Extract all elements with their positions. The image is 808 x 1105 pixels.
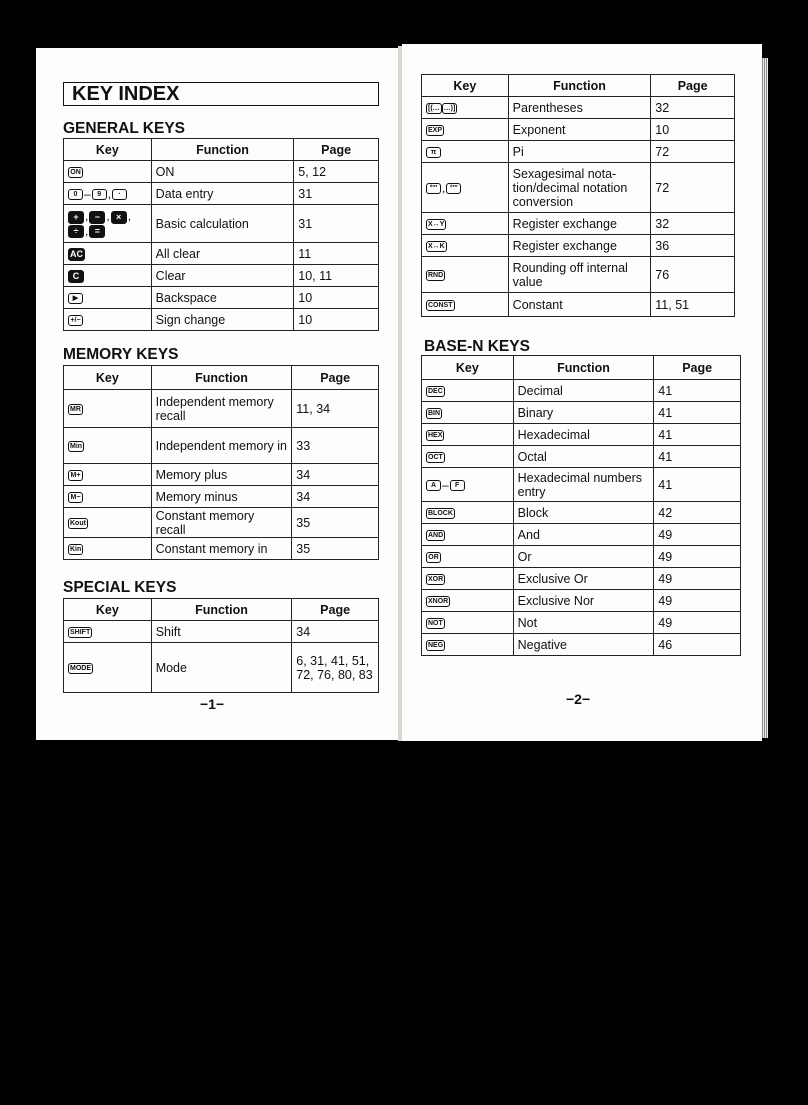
- page-cell: 6, 31, 41, 51, 72, 76, 80, 83: [292, 643, 379, 693]
- key-icon: XOR: [428, 575, 444, 583]
- page-cell: 33: [292, 428, 379, 464]
- key-icon: HEX: [428, 431, 443, 439]
- page-cell: 41: [654, 380, 741, 402]
- key-cell: [422, 97, 509, 119]
- key-icon: M+: [68, 470, 83, 481]
- key-cell: [64, 161, 152, 183]
- page-number-left: −1−: [200, 696, 225, 712]
- page-cell: 11: [294, 243, 379, 265]
- table-row: [64, 464, 379, 486]
- page-cell: 49: [654, 524, 741, 546]
- table-row: [64, 643, 379, 693]
- page-cell: 46: [654, 634, 741, 656]
- key-icon: C: [68, 270, 84, 283]
- column-header-key: Key: [64, 139, 152, 161]
- key-icon: MODE: [70, 664, 91, 672]
- key-icon: °′″: [426, 183, 441, 194]
- column-header-page: Page: [292, 366, 379, 390]
- table-row: [422, 119, 735, 141]
- key-cell: [64, 205, 152, 243]
- key-icon: M−: [68, 492, 83, 503]
- table-row: [422, 502, 741, 524]
- page-cell: 72: [651, 163, 735, 213]
- page-cell: 41: [654, 446, 741, 468]
- function-cell: Shift: [151, 621, 292, 643]
- function-cell: Exponent: [508, 119, 651, 141]
- page-cell: 49: [654, 546, 741, 568]
- key-separator: ,: [106, 209, 110, 224]
- table-row: [422, 235, 735, 257]
- key-icon: MR: [68, 404, 83, 415]
- key-icon: =: [89, 225, 105, 238]
- key-icon: X↔K: [428, 242, 445, 250]
- function-cell: Data entry: [151, 183, 294, 205]
- key-icon: +: [68, 211, 84, 224]
- key-cell: [422, 502, 514, 524]
- table-row: [422, 524, 741, 546]
- page-cell: 41: [654, 424, 741, 446]
- table-header-row: [64, 366, 379, 390]
- key-icon: Min: [70, 442, 83, 450]
- key-cell: [422, 612, 514, 634]
- function-cell: Basic calculation: [151, 205, 294, 243]
- key-cell: [64, 183, 152, 205]
- key-cell: [422, 257, 509, 293]
- key-icon: AND: [428, 531, 444, 539]
- page-cell: 49: [654, 568, 741, 590]
- key-icon: DEC: [428, 387, 443, 395]
- table-row: [64, 265, 379, 287]
- column-header-page: Page: [294, 139, 379, 161]
- base-n-keys-table: [421, 355, 741, 656]
- key-icon: 9: [92, 189, 107, 200]
- key-cell: [422, 424, 514, 446]
- key-cell: [422, 163, 509, 213]
- general-keys-heading: GENERAL KEYS: [63, 120, 186, 137]
- page-cell: 10: [651, 119, 735, 141]
- column-header-function: Function: [151, 599, 292, 621]
- table-header-row: [64, 139, 379, 161]
- key-cell: [64, 287, 152, 309]
- key-icon: ·: [112, 189, 127, 200]
- table-row: [64, 243, 379, 265]
- table-row: [64, 390, 379, 428]
- key-icon: [(…: [428, 104, 440, 112]
- table-row: [422, 424, 741, 446]
- right-top-keys-table: [421, 74, 735, 317]
- key-icon: NEG: [428, 641, 444, 649]
- function-cell: Constant memory in: [151, 538, 292, 560]
- key-icon: °′″: [446, 183, 461, 194]
- function-cell: Memory minus: [151, 486, 292, 508]
- function-cell: Exclusive Nor: [513, 590, 654, 612]
- key-separator: –: [442, 477, 449, 492]
- function-cell: Parentheses: [508, 97, 651, 119]
- page-cell: 35: [292, 508, 379, 538]
- key-cell: [64, 464, 152, 486]
- key-cell: [422, 235, 509, 257]
- key-cell: [422, 590, 514, 612]
- key-cell: [64, 486, 152, 508]
- page-number-right: −2−: [566, 691, 591, 707]
- key-icon: ▶: [68, 293, 83, 304]
- key-cell: [422, 402, 514, 424]
- key-cell: [422, 213, 509, 235]
- key-icon: BIN: [428, 409, 441, 417]
- key-cell: [422, 468, 514, 502]
- column-header-function: Function: [508, 75, 651, 97]
- page-cell: 31: [294, 205, 379, 243]
- key-icon: EXP: [428, 126, 443, 134]
- page-cell: 5, 12: [294, 161, 379, 183]
- function-cell: Sexagesimal nota-tion/decimal notation conversion: [508, 163, 651, 213]
- key-separator: ,: [85, 209, 89, 224]
- function-cell: Exclusive Or: [513, 568, 654, 590]
- key-icon: AC: [70, 248, 83, 259]
- function-cell: Negative: [513, 634, 654, 656]
- function-cell: Hexadecimal: [513, 424, 654, 446]
- table-row: [64, 183, 379, 205]
- key-cell: [422, 446, 514, 468]
- key-icon: ON: [68, 167, 83, 178]
- key-icon: SHIFT: [70, 628, 91, 636]
- key-cell: [64, 309, 152, 331]
- column-header-key: Key: [422, 356, 514, 380]
- table-row: [422, 163, 735, 213]
- column-header-page: Page: [654, 356, 741, 380]
- function-cell: Sign change: [151, 309, 294, 331]
- page-cell: 34: [292, 486, 379, 508]
- function-cell: Decimal: [513, 380, 654, 402]
- base-n-keys-heading: BASE-N KEYS: [424, 338, 530, 355]
- table-row: [422, 468, 741, 502]
- special-keys-table: [63, 598, 379, 693]
- function-cell: Or: [513, 546, 654, 568]
- page-cell: 49: [654, 590, 741, 612]
- function-cell: Independent memory in: [151, 428, 292, 464]
- key-cell: [64, 428, 152, 464]
- table-row: [64, 205, 379, 243]
- function-cell: Not: [513, 612, 654, 634]
- page-cell: 32: [651, 97, 735, 119]
- key-icon: −: [89, 211, 105, 224]
- function-cell: Independent memory recall: [151, 390, 292, 428]
- function-cell: Binary: [513, 402, 654, 424]
- function-cell: Mode: [151, 643, 292, 693]
- page-cell: 11, 34: [292, 390, 379, 428]
- table-row: [422, 257, 735, 293]
- function-cell: Pi: [508, 141, 651, 163]
- key-cell: [422, 546, 514, 568]
- column-header-page: Page: [651, 75, 735, 97]
- key-icon: A: [426, 480, 441, 491]
- function-cell: Memory plus: [151, 464, 292, 486]
- table-row: [422, 293, 735, 317]
- memory-keys-table: [63, 365, 379, 560]
- page-cell: 34: [292, 464, 379, 486]
- key-icon: NOT: [428, 619, 443, 627]
- page-cell: 10: [294, 287, 379, 309]
- table-row: [422, 141, 735, 163]
- key-icon: OCT: [428, 453, 443, 461]
- table-header-row: [422, 75, 735, 97]
- table-row: [422, 568, 741, 590]
- key-icon: +/−: [68, 315, 83, 326]
- table-row: [64, 621, 379, 643]
- key-icon: Kin: [70, 545, 82, 553]
- table-row: [64, 161, 379, 183]
- page-cell: 34: [292, 621, 379, 643]
- key-icon: Kout: [70, 519, 86, 527]
- page-cell: 41: [654, 468, 741, 502]
- page-cell: 11, 51: [651, 293, 735, 317]
- table-row: [422, 590, 741, 612]
- key-cell: [64, 508, 152, 538]
- table-row: [422, 213, 735, 235]
- key-icon: π: [426, 147, 441, 158]
- page-cell: 10, 11: [294, 265, 379, 287]
- function-cell: Octal: [513, 446, 654, 468]
- key-cell: [64, 243, 152, 265]
- key-separator: –: [84, 186, 91, 201]
- table-row: [422, 634, 741, 656]
- function-cell: Hexadecimal numbers entry: [513, 468, 654, 502]
- function-cell: All clear: [151, 243, 294, 265]
- key-cell: [64, 390, 152, 428]
- page-cell: 41: [654, 402, 741, 424]
- key-icon: XNOR: [428, 597, 449, 605]
- function-cell: Rounding off internal value: [508, 257, 651, 293]
- function-cell: Block: [513, 502, 654, 524]
- key-cell: [422, 380, 514, 402]
- key-cell: [422, 119, 509, 141]
- key-cell: [64, 643, 152, 693]
- function-cell: Constant: [508, 293, 651, 317]
- page-cell: 42: [654, 502, 741, 524]
- page-cell: 76: [651, 257, 735, 293]
- key-separator: ,: [85, 223, 89, 238]
- key-cell: [422, 634, 514, 656]
- table-row: [422, 546, 741, 568]
- page-cell: 31: [294, 183, 379, 205]
- function-cell: Register exchange: [508, 213, 651, 235]
- table-row: [64, 428, 379, 464]
- key-icon: F: [450, 480, 465, 491]
- key-index-title: [63, 82, 379, 106]
- table-row: [422, 446, 741, 468]
- general-keys-table: [63, 138, 379, 331]
- table-row: [64, 508, 379, 538]
- key-separator: ,: [127, 209, 132, 224]
- page-cell: 36: [651, 235, 735, 257]
- page-cell: 32: [651, 213, 735, 235]
- column-header-page: Page: [292, 599, 379, 621]
- function-cell: Register exchange: [508, 235, 651, 257]
- column-header-function: Function: [151, 139, 294, 161]
- key-cell: [422, 141, 509, 163]
- page-edges: [762, 58, 768, 738]
- key-icon: CONST: [428, 301, 453, 309]
- function-cell: Backspace: [151, 287, 294, 309]
- key-cell: [64, 265, 152, 287]
- key-separator: ,: [442, 180, 446, 195]
- key-cell: [64, 538, 152, 560]
- function-cell: Clear: [151, 265, 294, 287]
- table-row: [64, 309, 379, 331]
- key-cell: [422, 568, 514, 590]
- table-row: [422, 380, 741, 402]
- table-header-row: [422, 356, 741, 380]
- key-icon: 0: [68, 189, 83, 200]
- key-icon: BLOCK: [428, 509, 453, 517]
- table-row: [64, 287, 379, 309]
- key-icon: ×: [111, 211, 127, 224]
- key-icon: RND: [428, 271, 444, 279]
- table-row: [422, 402, 741, 424]
- page-cell: 49: [654, 612, 741, 634]
- key-cell: [422, 293, 509, 317]
- key-separator: ,: [107, 186, 112, 201]
- column-header-key: Key: [422, 75, 509, 97]
- key-icon: …)]: [443, 104, 456, 112]
- column-header-key: Key: [64, 599, 152, 621]
- memory-keys-heading: MEMORY KEYS: [63, 346, 179, 363]
- table-row: [64, 486, 379, 508]
- table-row: [64, 538, 379, 560]
- table-row: [422, 612, 741, 634]
- key-icon: OR: [426, 552, 441, 563]
- column-header-key: Key: [64, 366, 152, 390]
- key-index-title-text: KEY INDEX: [72, 83, 180, 105]
- column-header-function: Function: [151, 366, 292, 390]
- function-cell: And: [513, 524, 654, 546]
- key-icon: X↔Y: [428, 220, 445, 228]
- special-keys-heading: SPECIAL KEYS: [63, 579, 177, 596]
- column-header-function: Function: [513, 356, 654, 380]
- key-cell: [422, 524, 514, 546]
- key-icon: ÷: [68, 225, 84, 238]
- function-cell: Constant memory recall: [151, 508, 292, 538]
- page-cell: 35: [292, 538, 379, 560]
- page-cell: 72: [651, 141, 735, 163]
- table-header-row: [64, 599, 379, 621]
- page-cell: 10: [294, 309, 379, 331]
- key-cell: [64, 621, 152, 643]
- function-cell: ON: [151, 161, 294, 183]
- table-row: [422, 97, 735, 119]
